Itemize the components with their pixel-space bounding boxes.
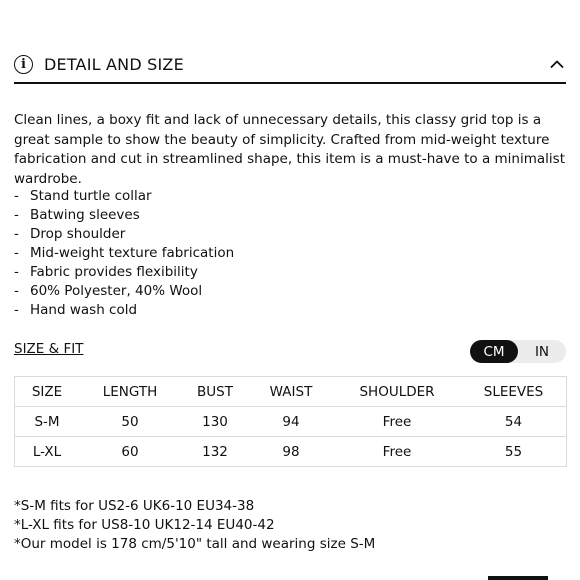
column-header: SIZE [15,377,80,407]
table-row [15,407,567,437]
section-title: DETAIL AND SIZE [44,54,184,74]
table-cell: 54 [461,407,567,437]
info-icon: i [14,55,33,74]
product-description: Clean lines, a boxy fit and lack of unnecessary details, this classy grid top is a great sample to show the beauty of simplicity. Crafted from mid-weight texture fabrication and cut in streamlined shape, this item is a must-have to a minimalist wardrobe. [14,112,565,187]
column-header: BUST [181,377,249,407]
list-item: - Stand turtle collar [14,188,152,204]
list-item: - Hand wash cold [14,302,138,318]
table-cell: Free [333,407,461,437]
detail-size-accordion-header[interactable] [14,48,566,84]
column-header: LENGTH [79,377,181,407]
list-item: - Drop shoulder [14,226,126,242]
table-cell: 55 [461,437,567,467]
table-cell: Free [333,437,461,467]
list-item: - Mid-weight texture fabrication [14,245,235,261]
column-header: SHOULDER [333,377,461,407]
unit-option-cm[interactable]: CM [470,340,518,363]
table-header-row [15,377,567,407]
table-cell: 94 [249,407,333,437]
fit-note: *L-XL fits for US8-10 UK12-14 EU40-42 [14,517,275,533]
table-cell: 130 [181,407,249,437]
table-cell: 98 [249,437,333,467]
table-cell: L-XL [15,437,80,467]
column-header: WAIST [249,377,333,407]
table-cell: 132 [181,437,249,467]
list-item: - 60% Polyester, 40% Wool [14,283,203,299]
list-item: - Fabric provides flexibility [14,264,198,280]
table-row [15,437,567,467]
column-header: SLEEVES [461,377,567,407]
size-table [14,376,567,467]
table-cell: 50 [79,407,181,437]
bottom-bar-edge [488,576,548,580]
unit-toggle [470,340,566,363]
fit-note: *Our model is 178 cm/5'10" tall and wearing size S-M [14,536,376,552]
size-fit-link[interactable]: SIZE & FIT [14,341,84,357]
feature-list [14,187,414,320]
unit-option-in[interactable]: IN [534,343,550,360]
list-item: - Batwing sleeves [14,207,140,223]
fit-notes [14,497,570,554]
fit-note: *S-M fits for US2-6 UK6-10 EU34-38 [14,498,255,514]
table-cell: S-M [15,407,80,437]
table-cell: 60 [79,437,181,467]
chevron-up-icon[interactable] [550,59,564,69]
